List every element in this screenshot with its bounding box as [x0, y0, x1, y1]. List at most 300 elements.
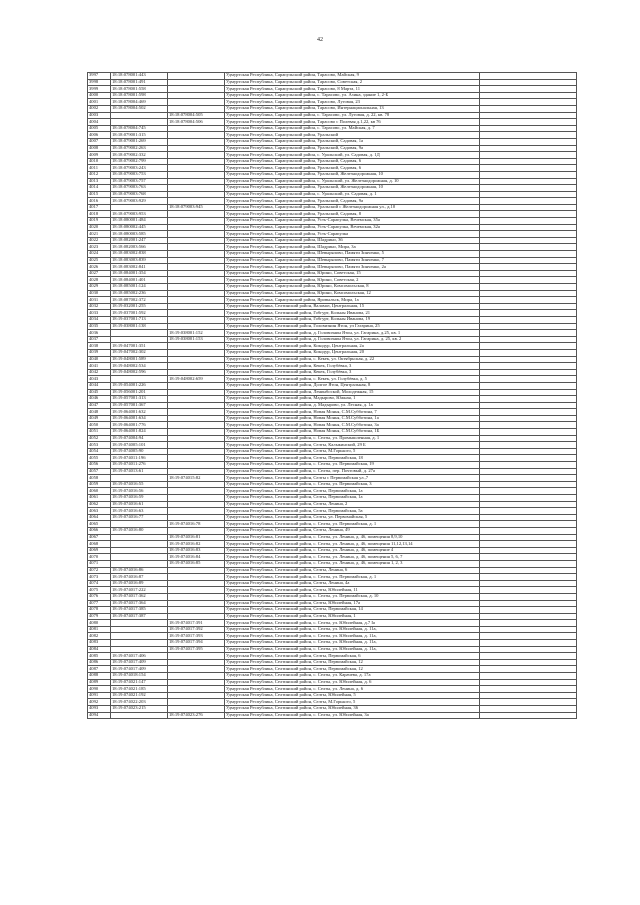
address-cell: Удмуртская Республика, Сарапульский район, Тарасово, Советская, 2	[225, 79, 480, 86]
address-cell: Удмуртская Республика, Сарапульский район, Тарасово, Интернациональная, 13	[225, 105, 480, 112]
row-number-cell: 4004	[88, 119, 111, 126]
cadastral-number-cell: 18:19:074011:196	[111, 455, 168, 462]
table-row	[88, 119, 577, 126]
premises-number-cell	[168, 686, 225, 693]
table-row	[88, 495, 577, 502]
extra-cell	[480, 389, 577, 396]
address-cell: Удмуртская Республика, Сарапульский район, Уральский	[225, 132, 480, 139]
premises-number-cell	[168, 257, 225, 264]
table-row	[88, 86, 577, 93]
row-number-cell: 4046	[88, 396, 111, 403]
row-number-cell: 4072	[88, 567, 111, 574]
row-number-cell: 4003	[88, 112, 111, 119]
extra-cell	[480, 297, 577, 304]
cadastral-number-cell: 18:19:074021:185	[111, 686, 168, 693]
row-number-cell: 4088	[88, 673, 111, 680]
cadastral-number-cell: 18:19:074016:77	[111, 514, 168, 521]
extra-cell	[480, 284, 577, 291]
extra-cell	[480, 316, 577, 323]
address-cell: Удмуртская Республика, Сарапульский район, Шадрино, Мира, 3а	[225, 244, 480, 251]
address-cell: Удмуртская Республика, Сарапульский район, Тарасово с Полевая д.1,22, кв 76	[225, 119, 480, 126]
address-cell: Удмуртская Республика, Селтинский район, Ленинбоской, Молодежная, 15	[225, 389, 480, 396]
table-row	[88, 112, 577, 119]
row-number-cell: 4009	[88, 152, 111, 159]
cadastral-number-cell: 18:18:080001:484	[111, 218, 168, 225]
extra-cell	[480, 646, 577, 653]
table-row	[88, 264, 577, 271]
premises-number-cell	[168, 409, 225, 416]
address-cell: Удмуртская Республика, Сарапульский район, Уральский, Садовая, 1а	[225, 138, 480, 145]
premises-number-cell: 18:18:078004:505	[168, 112, 225, 119]
premises-number-cell	[168, 343, 225, 350]
premises-number-cell	[168, 587, 225, 594]
table-row	[88, 567, 577, 574]
address-cell: Удмуртская Республика, Селтинский район, Кокодур, Центральная, 2а	[225, 343, 480, 350]
premises-number-cell	[168, 145, 225, 152]
registry-table-body	[88, 73, 577, 719]
table-row	[88, 132, 577, 139]
row-number-cell: 4073	[88, 574, 111, 581]
extra-cell	[480, 613, 577, 620]
table-row	[88, 475, 577, 482]
row-number-cell: 4061	[88, 495, 111, 502]
address-cell: Удмуртская Республика, Селтинский район, с. Селты, ул. Карачева, д. 17а	[225, 673, 480, 680]
cadastral-number-cell: 18:18:079003:953	[111, 211, 168, 218]
premises-number-cell	[168, 79, 225, 86]
address-cell: Удмуртская Республика, Селтинский район, с. Селты, ул. Ленина, д. 6	[225, 686, 480, 693]
extra-cell	[480, 224, 577, 231]
address-cell: Удмуртская Республика, Селтинский район, с. Селты, ул. Первомайская, д. 10	[225, 593, 480, 600]
cadastral-number-cell: 18:18:079001:315	[111, 132, 168, 139]
extra-cell	[480, 105, 577, 112]
row-number-cell: 4001	[88, 99, 111, 106]
table-row	[88, 626, 577, 633]
premises-number-cell	[168, 224, 225, 231]
row-number-cell: 4084	[88, 646, 111, 653]
address-cell: Удмуртская Республика, Селтинский район, с. Селты, ул. Ленина, д. 46, помещения 5, 6, 7	[225, 554, 480, 561]
table-row	[88, 105, 577, 112]
row-number-cell: 4035	[88, 323, 111, 330]
row-number-cell: 3998	[88, 79, 111, 86]
extra-cell	[480, 462, 577, 469]
cadastral-number-cell: 18:18:078001:598	[111, 92, 168, 99]
table-row	[88, 580, 577, 587]
row-number-cell: 4091	[88, 692, 111, 699]
extra-cell	[480, 488, 577, 495]
premises-number-cell	[168, 264, 225, 271]
extra-cell	[480, 251, 577, 258]
row-number-cell: 4086	[88, 659, 111, 666]
row-number-cell: 4087	[88, 666, 111, 673]
extra-cell	[480, 152, 577, 159]
table-row	[88, 547, 577, 554]
table-row	[88, 514, 577, 521]
table-row	[88, 501, 577, 508]
table-row	[88, 600, 577, 607]
address-cell: Удмуртская Республика, Селтинский район, Долгое Ятон, Центральная, 8	[225, 382, 480, 389]
row-number-cell: 4094	[88, 712, 111, 719]
extra-cell	[480, 699, 577, 706]
row-number-cell: 4044	[88, 382, 111, 389]
premises-number-cell	[168, 389, 225, 396]
cadastral-number-cell	[111, 336, 168, 343]
address-cell: Удмуртская Республика, Сарапульский район, Юрино, Советская, 15	[225, 270, 480, 277]
cadastral-number-cell: 18:19:054001:226	[111, 382, 168, 389]
cadastral-number-cell	[111, 475, 168, 482]
cadastral-number-cell: 18:19:074017:385	[111, 607, 168, 614]
address-cell: Удмуртская Республика, Селтинский район, с. Селты, ул. Юбилейная, д. 6	[225, 679, 480, 686]
cadastral-number-cell: 18:19:074017:387	[111, 613, 168, 620]
address-cell: Удмуртская Республика, Селтинский район, с. Селты, ул. Юбилейная, д. 11а,	[225, 633, 480, 640]
cadastral-number-cell: 18:18:085001:124	[111, 284, 168, 291]
cadastral-number-cell: 18:19:074023:215	[111, 706, 168, 713]
extra-cell	[480, 86, 577, 93]
extra-cell	[480, 369, 577, 376]
row-number-cell: 4013	[88, 178, 111, 185]
cadastral-number-cell	[111, 640, 168, 647]
table-row	[88, 92, 577, 99]
cadastral-number-cell: 18:19:074013:61	[111, 468, 168, 475]
premises-number-cell	[168, 415, 225, 422]
cadastral-number-cell: 18:18:082003:566	[111, 244, 168, 251]
table-row	[88, 462, 577, 469]
premises-number-cell	[168, 92, 225, 99]
row-number-cell: 4006	[88, 132, 111, 139]
cadastral-number-cell: 18:18:084001:354	[111, 270, 168, 277]
address-cell: Удмуртская Республика, Сарапульский район, Тарасово, 8 Марта, 11	[225, 86, 480, 93]
row-number-cell: 4029	[88, 284, 111, 291]
address-cell: Удмуртская Республика, Сарапульский район, с. Уральский, ул. Садовая, д. 1	[225, 191, 480, 198]
extra-cell	[480, 396, 577, 403]
address-cell: Удмуртская Республика, Селтинский район, с. Селты, ул. Ленина, д. 46, помещение 4	[225, 547, 480, 554]
table-row	[88, 527, 577, 534]
extra-cell	[480, 435, 577, 442]
address-cell: Удмуртская Республика, Селтинский район, с. Селты, пер. Почтовый, д. 27а	[225, 468, 480, 475]
extra-cell	[480, 587, 577, 594]
row-number-cell: 4083	[88, 640, 111, 647]
premises-number-cell	[168, 218, 225, 225]
row-number-cell: 4059	[88, 481, 111, 488]
address-cell: Удмуртская Республика, Сарапульский район, Юрино, Комсомольская, 8	[225, 284, 480, 291]
row-number-cell: 4015	[88, 191, 111, 198]
extra-cell	[480, 138, 577, 145]
table-row	[88, 534, 577, 541]
premises-number-cell	[168, 495, 225, 502]
premises-number-cell	[168, 593, 225, 600]
extra-cell	[480, 165, 577, 172]
premises-number-cell	[168, 73, 225, 80]
address-cell: Удмуртская Республика, Селтинский район, Селты, Ленина, 49	[225, 527, 480, 534]
row-number-cell: 4005	[88, 125, 111, 132]
row-number-cell: 4017	[88, 204, 111, 211]
extra-cell	[480, 382, 577, 389]
cadastral-number-cell: 18:19:074016:80	[111, 527, 168, 534]
cadastral-number-cell	[111, 541, 168, 548]
row-number-cell: 4021	[88, 231, 111, 238]
extra-cell	[480, 218, 577, 225]
premises-number-cell	[168, 231, 225, 238]
cadastral-number-cell: 18:19:074022:203	[111, 699, 168, 706]
row-number-cell: 4054	[88, 448, 111, 455]
row-number-cell: 4064	[88, 514, 111, 521]
extra-cell	[480, 574, 577, 581]
address-cell: Удмуртская Республика, Селтинский район, Селты, Первомайская, 14	[225, 607, 480, 614]
cadastral-number-cell: 18:18:078004:745	[111, 125, 168, 132]
cadastral-number-cell	[111, 646, 168, 653]
premises-number-cell	[168, 382, 225, 389]
row-number-cell: 4031	[88, 297, 111, 304]
row-number-cell: 4048	[88, 409, 111, 416]
table-row	[88, 277, 577, 284]
address-cell: Удмуртская Республика, Селтинский район, Селты, Первомайская, 1а	[225, 495, 480, 502]
table-row	[88, 613, 577, 620]
table-row	[88, 185, 577, 192]
extra-cell	[480, 119, 577, 126]
row-number-cell: 4075	[88, 587, 111, 594]
table-row	[88, 257, 577, 264]
premises-number-cell: 18:19:074017:394	[168, 640, 225, 647]
extra-cell	[480, 402, 577, 409]
table-row	[88, 706, 577, 713]
row-number-cell: 3999	[88, 86, 111, 93]
premises-number-cell	[168, 613, 225, 620]
table-row	[88, 560, 577, 567]
address-cell: Удмуртская Республика, Селтинский район, д. Головизнин Ятон, ул. Гагарина, д.25, кв. 1	[225, 330, 480, 337]
cadastral-number-cell: 18:19:048002:534	[111, 363, 168, 370]
address-cell: Удмуртская Республика, Селтинский район, с. Селты, ул. Юбилейная, д.7 Iа	[225, 620, 480, 627]
row-number-cell: 4074	[88, 580, 111, 587]
extra-cell	[480, 257, 577, 264]
row-number-cell: 4078	[88, 607, 111, 614]
table-row	[88, 343, 577, 350]
extra-cell	[480, 191, 577, 198]
table-row	[88, 165, 577, 172]
row-number-cell: 4024	[88, 251, 111, 258]
row-number-cell: 4030	[88, 290, 111, 297]
address-cell: Удмуртская Республика, Селтинский район, Новая Монья, С.М.Субботина, 7	[225, 409, 480, 416]
address-cell: Удмуртская Республика, Селтинский район, Селты, Юбилейная, 36	[225, 706, 480, 713]
table-row	[88, 620, 577, 627]
premises-number-cell	[168, 356, 225, 363]
cadastral-number-cell: 18:19:074017:406	[111, 653, 168, 660]
row-number-cell: 4060	[88, 488, 111, 495]
extra-cell	[480, 270, 577, 277]
extra-cell	[480, 481, 577, 488]
cadastral-number-cell: 18:18:082001:247	[111, 237, 168, 244]
row-number-cell: 4032	[88, 303, 111, 310]
table-row	[88, 455, 577, 462]
address-cell: Удмуртская Республика, Сарапульский район, с. Тарасово, ул. Луговая, д. 22, кв. 78	[225, 112, 480, 119]
cadastral-number-cell: 18:18:079002:799	[111, 158, 168, 165]
premises-number-cell	[168, 422, 225, 429]
extra-cell	[480, 607, 577, 614]
table-row	[88, 152, 577, 159]
extra-cell	[480, 475, 577, 482]
premises-number-cell	[168, 125, 225, 132]
table-row	[88, 323, 577, 330]
row-number-cell: 4010	[88, 158, 111, 165]
extra-cell	[480, 132, 577, 139]
cadastral-number-cell	[111, 547, 168, 554]
extra-cell	[480, 659, 577, 666]
table-row	[88, 297, 577, 304]
table-row	[88, 659, 577, 666]
cadastral-number-cell: 18:18:079003:763	[111, 185, 168, 192]
row-number-cell: 4036	[88, 330, 111, 337]
cadastral-number-cell: 18:18:083003:839	[111, 257, 168, 264]
extra-cell	[480, 580, 577, 587]
table-row	[88, 363, 577, 370]
table-row	[88, 646, 577, 653]
table-row	[88, 666, 577, 673]
premises-number-cell	[168, 303, 225, 310]
address-cell: Удмуртская Республика, Селтинский район, с. Селты, ул. Ленина, д. 46, помещения 1, 2, 3	[225, 560, 480, 567]
address-cell: Удмуртская Республика, Сарапульский район, Уральский, Садовая, 8	[225, 211, 480, 218]
cadastral-number-cell: 18:19:064001:776	[111, 422, 168, 429]
cadastral-number-cell	[111, 712, 168, 719]
table-row	[88, 508, 577, 515]
extra-cell	[480, 429, 577, 436]
cadastral-number-cell: 18:18:079003:768	[111, 191, 168, 198]
extra-cell	[480, 653, 577, 660]
premises-number-cell	[168, 653, 225, 660]
premises-number-cell: 18:19:038001:152	[168, 330, 225, 337]
table-row	[88, 448, 577, 455]
premises-number-cell: 18:19:074016:82	[168, 541, 225, 548]
row-number-cell: 4016	[88, 198, 111, 205]
address-cell: Удмуртская Республика, Селтинский район, с. Селты, ул. Первомайская, д. 1	[225, 574, 480, 581]
cadastral-number-cell: 18:19:037001:713	[111, 316, 168, 323]
extra-cell	[480, 415, 577, 422]
extra-cell	[480, 600, 577, 607]
address-cell: Удмуртская Республика, Сарапульский район, Уральский с Железнодорожная ул., д.10	[225, 204, 480, 211]
cadastral-number-cell: 18:19:074016:56	[111, 488, 168, 495]
cadastral-number-cell: 18:18:079001:269	[111, 138, 168, 145]
premises-number-cell	[168, 99, 225, 106]
extra-cell	[480, 640, 577, 647]
cadastral-number-cell: 18:18:087002:372	[111, 297, 168, 304]
cadastral-number-cell: 18:19:074016:63	[111, 508, 168, 515]
extra-cell	[480, 560, 577, 567]
table-row	[88, 125, 577, 132]
table-row	[88, 211, 577, 218]
address-cell: Удмуртская Республика, Сарапульский район, Тарасово, Луговая, 23	[225, 99, 480, 106]
extra-cell	[480, 356, 577, 363]
cadastral-number-cell: 18:19:038001:138	[111, 323, 168, 330]
extra-cell	[480, 145, 577, 152]
premises-number-cell	[168, 462, 225, 469]
cadastral-number-cell	[111, 620, 168, 627]
premises-number-cell	[168, 429, 225, 436]
table-row	[88, 290, 577, 297]
row-number-cell: 4007	[88, 138, 111, 145]
address-cell: Удмуртская Республика, Селтинский район, с. Селты, ул. Промышленная, д. 1	[225, 435, 480, 442]
address-cell: Удмуртская Республика, Селтинский район, с. Селты, ул. Юбилейная, д. 11а,	[225, 626, 480, 633]
table-row	[88, 178, 577, 185]
table-row	[88, 376, 577, 383]
premises-number-cell	[168, 679, 225, 686]
extra-cell	[480, 363, 577, 370]
address-cell: Удмуртская Республика, Селтинский район, Кокодур, Центральная, 20	[225, 349, 480, 356]
row-number-cell: 4045	[88, 389, 111, 396]
premises-number-cell	[168, 501, 225, 508]
extra-cell	[480, 330, 577, 337]
address-cell: Удмуртская Республика, Селтинский район, с. Селты, ул. Ленина, д. 46, помещения 11,12,13,14	[225, 541, 480, 548]
table-row	[88, 468, 577, 475]
address-cell: Удмуртская Республика, Селтинский район, Селты, Юбилейная, 17а	[225, 600, 480, 607]
row-number-cell: 4002	[88, 105, 111, 112]
extra-cell	[480, 198, 577, 205]
table-row	[88, 686, 577, 693]
address-cell: Удмуртская Республика, Селтинский район, Селты, Ленина, 4а	[225, 580, 480, 587]
table-row	[88, 402, 577, 409]
table-row	[88, 191, 577, 198]
extra-cell	[480, 99, 577, 106]
address-cell: Удмуртская Республика, Селтинский район, Селты, Первомайская, 12	[225, 666, 480, 673]
table-row	[88, 521, 577, 528]
premises-number-cell: 18:19:074016:81	[168, 534, 225, 541]
premises-number-cell	[168, 198, 225, 205]
cadastral-number-cell: 18:19:074016:59	[111, 495, 168, 502]
cadastral-number-cell: 18:19:074017:409	[111, 666, 168, 673]
premises-number-cell	[168, 659, 225, 666]
address-cell: Удмуртская Республика, Селтинский район, Селты, ул. Первомайская, 5	[225, 514, 480, 521]
extra-cell	[480, 125, 577, 132]
cadastral-number-cell: 18:19:074017:409	[111, 659, 168, 666]
table-row	[88, 554, 577, 561]
address-cell: Удмуртская Республика, Селтинский район, Селты, Юбилейная, 11	[225, 587, 480, 594]
table-row	[88, 138, 577, 145]
cadastral-number-cell	[111, 376, 168, 383]
address-cell: Удмуртская Республика, Сарапульский район, Уральский, Садовая, 6	[225, 158, 480, 165]
extra-cell	[480, 554, 577, 561]
row-number-cell: 4043	[88, 376, 111, 383]
cadastral-number-cell: 18:19:057001:313	[111, 396, 168, 403]
extra-cell	[480, 501, 577, 508]
row-number-cell: 4092	[88, 699, 111, 706]
address-cell: Удмуртская Республика, Селтинский район, Селты, М.Горького, 5	[225, 448, 480, 455]
premises-number-cell: 18:19:074016:83	[168, 547, 225, 554]
extra-cell	[480, 178, 577, 185]
address-cell: Удмуртская Республика, Сарапульский район, Юрино, Советская, 2	[225, 277, 480, 284]
extra-cell	[480, 211, 577, 218]
row-number-cell: 4012	[88, 171, 111, 178]
premises-number-cell: 18:19:074015:82	[168, 475, 225, 482]
cadastral-number-cell: 18:18:080003:585	[111, 231, 168, 238]
cadastral-number-cell: 18:18:079002:332	[111, 152, 168, 159]
premises-number-cell	[168, 435, 225, 442]
address-cell: Удмуртская Республика, Селтинский район, Валамаз, Центральная, 15	[225, 303, 480, 310]
premises-number-cell	[168, 290, 225, 297]
row-number-cell: 4022	[88, 237, 111, 244]
cadastral-number-cell: 18:18:078001:443	[111, 73, 168, 80]
address-cell: Удмуртская Республика, Селтинский район, Селты, М.Горького, 5	[225, 699, 480, 706]
row-number-cell: 4040	[88, 356, 111, 363]
extra-cell	[480, 712, 577, 719]
row-number-cell: 4069	[88, 547, 111, 554]
extra-cell	[480, 442, 577, 449]
address-cell: Удмуртская Республика, Селтинский район, Селты, Калыкинский, 29 Б	[225, 442, 480, 449]
address-cell: Удмуртская Республика, Сарапульский район, Уральский, Садовая, 9а	[225, 198, 480, 205]
premises-number-cell: 18:18:079003:945	[168, 204, 225, 211]
cadastral-number-cell: 18:19:074011:276	[111, 462, 168, 469]
extra-cell	[480, 534, 577, 541]
row-number-cell: 4077	[88, 600, 111, 607]
table-row	[88, 429, 577, 436]
extra-cell	[480, 673, 577, 680]
address-cell: Удмуртская Республика, Селтинский район, д. Головизнин Ятон, ул. Гагарина, д. 25, кв. 2	[225, 336, 480, 343]
premises-number-cell	[168, 607, 225, 614]
